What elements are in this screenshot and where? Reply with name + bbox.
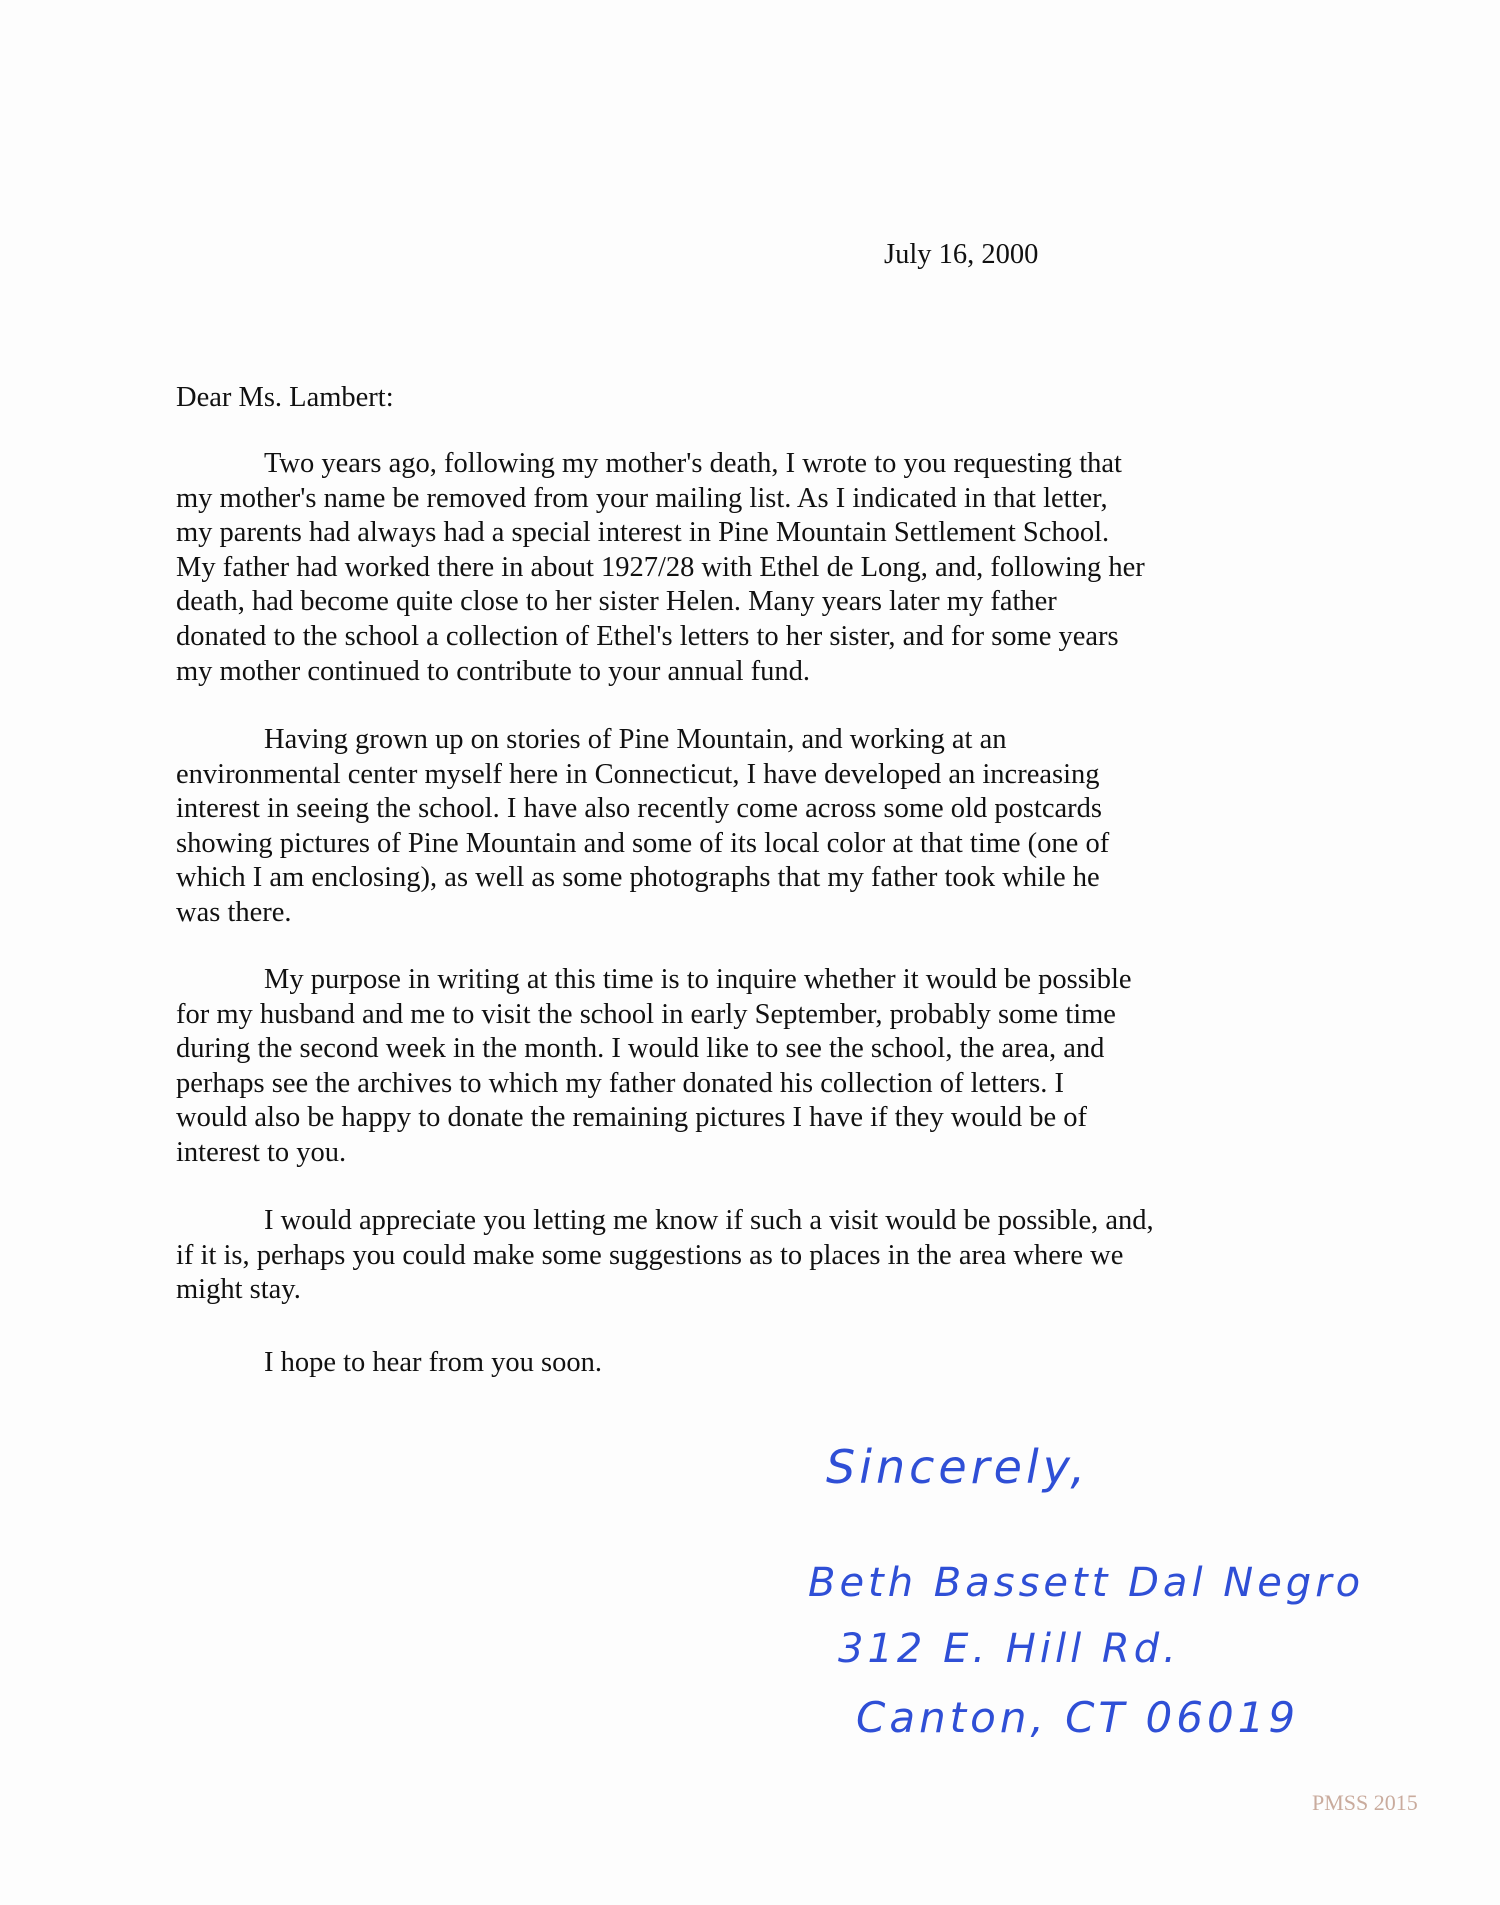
text-line: Two years ago, following my mother's death, I wrote to you requesting that	[264, 448, 1122, 479]
text-line: perhaps see the archives to which my father donated his collection of letters. I	[176, 1067, 1064, 1099]
text-line: my parents had always had a special interest in Pine Mountain Settlement School.	[176, 517, 1110, 549]
text-line: would also be happy to donate the remaining pictures I have if they would be of	[176, 1102, 1087, 1134]
letter-date: July 16, 2000	[884, 239, 1039, 270]
text-line: environmental center myself here in Connecticut, I have developed an increasing	[176, 758, 1100, 790]
paragraph	[176, 1346, 602, 1381]
text-line: death, had become quite close to her sister Helen. Many years later my father	[176, 586, 1057, 618]
paragraph	[176, 1204, 1154, 1308]
text-line: interest in seeing the school. I have also recently come across some old postcards	[176, 793, 1102, 825]
signature-closing: Sincerely,	[826, 1440, 1089, 1494]
text-line: I hope to hear from you soon.	[264, 1347, 602, 1378]
signature-city: Canton, CT 06019	[856, 1693, 1300, 1742]
signature-address: 312 E. Hill Rd.	[838, 1626, 1180, 1672]
text-line: interest to you.	[176, 1136, 347, 1168]
text-line: donated to the school a collection of Ethel's letters to her sister, and for some years	[176, 620, 1119, 652]
text-line: showing pictures of Pine Mountain and some of its local color at that time (one of	[176, 827, 1110, 859]
text-line: My father had worked there in about 1927/28 with Ethel de Long, and, following her	[176, 551, 1145, 583]
text-line: for my husband and me to visit the school in early September, probably some time	[176, 998, 1116, 1030]
text-line: I would appreciate you letting me know if such a visit would be possible, and,	[264, 1205, 1154, 1236]
paragraph	[176, 963, 1132, 1171]
watermark: PMSS 2015	[1312, 1790, 1418, 1815]
text-line: if it is, perhaps you could make some suggestions as to places in the area where we	[176, 1239, 1124, 1271]
text-line: which I am enclosing), as well as some photographs that my father took while he	[176, 862, 1100, 894]
text-line: Having grown up on stories of Pine Mountain, and working at an	[264, 724, 1007, 755]
text-line: during the second week in the month. I would like to see the school, the area, and	[176, 1033, 1105, 1065]
salutation: Dear Ms. Lambert:	[176, 382, 394, 413]
text-line: My purpose in writing at this time is to inquire whether it would be possible	[264, 964, 1132, 995]
text-line: my mother's name be removed from your mailing list. As I indicated in that letter,	[176, 482, 1108, 514]
text-line: was there.	[176, 896, 292, 928]
signature-name: Beth Bassett Dal Negro	[808, 1560, 1365, 1606]
paragraph	[176, 723, 1109, 931]
text-line: my mother continued to contribute to your annual fund.	[176, 655, 810, 687]
paragraph	[176, 447, 1145, 689]
text-line: might stay.	[176, 1274, 301, 1306]
